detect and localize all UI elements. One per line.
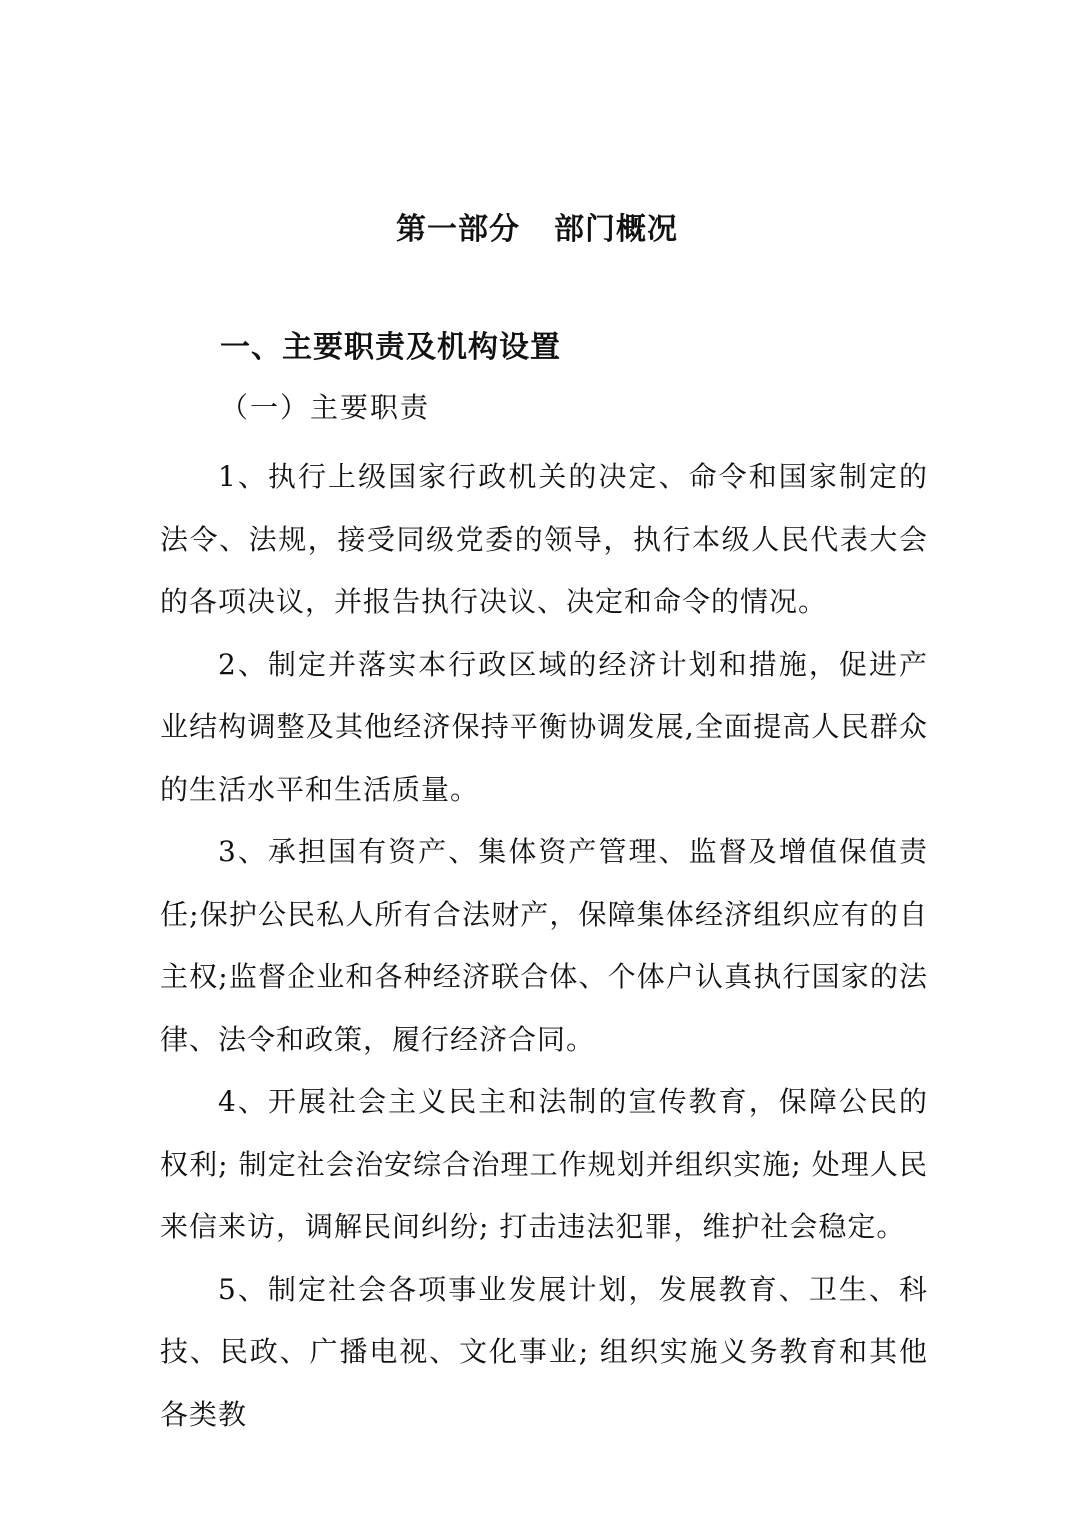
- part-name: 部门概况: [554, 212, 678, 247]
- part-label: 第一部分: [396, 212, 520, 247]
- paragraph-2: 2、制定并落实本行政区域的经济计划和措施，促进产业结构调整及其他经济保持平衡协调发展,全面提高人民群众的生活水平和生活质量。: [160, 647, 928, 806]
- sub-heading: （一）主要职责: [220, 391, 431, 424]
- body-text: [160, 446, 928, 1446]
- paragraph-4: 4、开展社会主义民主和法制的宣传教育，保障公民的权利; 制定社会治安综合治理工作规划并组织实施; 处理人民来信来访，调解民间纠纷; 打击违法犯罪，维护社会稳定。: [160, 1085, 928, 1243]
- paragraph-1: 1、执行上级国家行政机关的决定、命令和国家制定的法令、法规，接受同级党委的领导，执行本级人民代表大会的各项决议，并报告执行决议、决定和命令的情况。: [160, 460, 928, 618]
- section-heading: 一、主要职责及机构设置: [220, 330, 561, 365]
- paragraph-5: 5、制定社会各项事业发展计划，发展教育、卫生、科技、民政、广播电视、文化事业; 组织实施义务教育和其他各类教: [160, 1272, 928, 1431]
- part-title: [0, 206, 1074, 254]
- paragraph-3: 3、承担国有资产、集体资产管理、监督及增值保值责任;保护公民私人所有合法财产，保障集体经济组织应有的自主权;监督企业和各种经济联合体、个体户认真执行国家的法律、法令和政策，履行经济合同。: [160, 835, 928, 1056]
